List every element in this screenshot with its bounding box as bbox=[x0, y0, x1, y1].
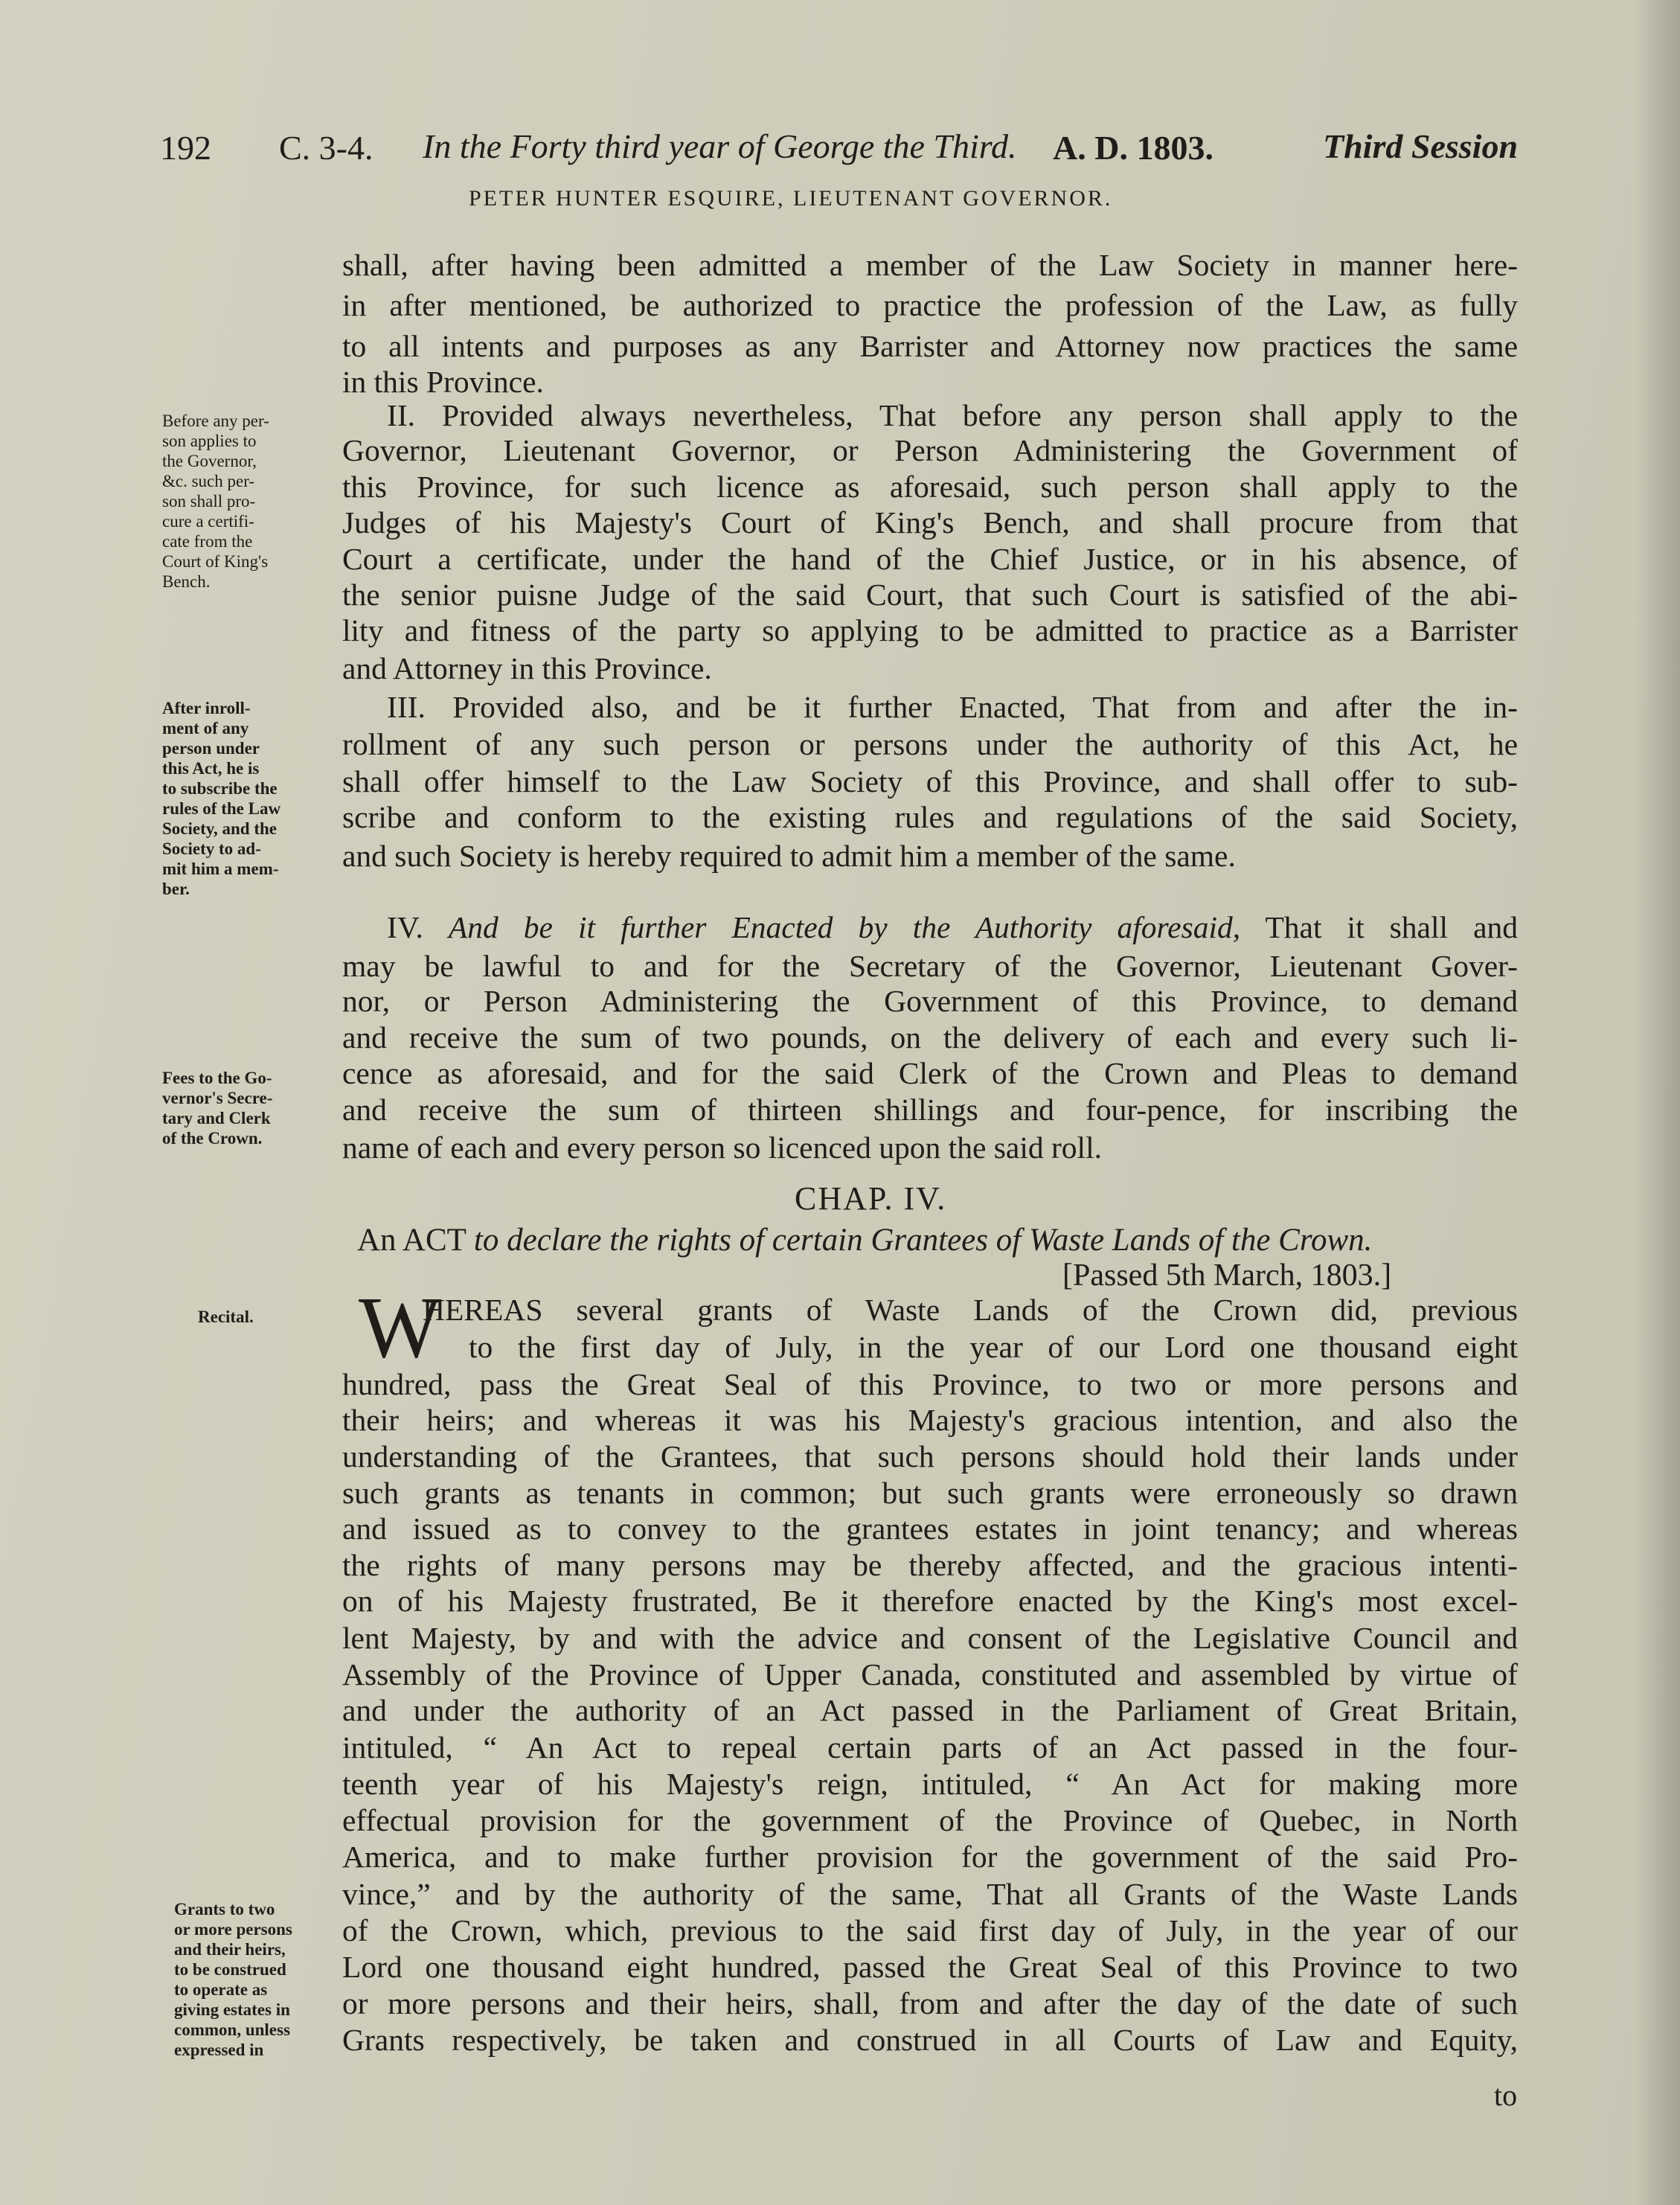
text-line: and such Society is hereby required to admit him a member of the same. bbox=[342, 839, 1236, 873]
text-line: HEREAS several grants of Waste Lands of the Crown did, previous bbox=[423, 1293, 1518, 1327]
side-note-line: the Governor, bbox=[162, 452, 257, 470]
text-line: Court a certificate, under the hand of the Chief Justice, or in his absence, of bbox=[342, 542, 1518, 576]
text-line: lent Majesty, by and with the advice and consent of the Legislative Council and bbox=[342, 1621, 1518, 1655]
side-note-line: son shall pro- bbox=[162, 492, 256, 511]
side-note-line: ment of any bbox=[162, 719, 249, 737]
text-line: and receive the sum of thirteen shillings and four-pence, for inscribing the bbox=[342, 1092, 1518, 1127]
text-line: of the Crown, which, previous to the said first day of July, in the year of our bbox=[342, 1913, 1518, 1948]
section-line-rest: That it shall and bbox=[1265, 910, 1518, 944]
text-line: and under the authority of an Act passed in the Parliament of Great Britain, bbox=[342, 1693, 1518, 1727]
drop-cap: W bbox=[359, 1278, 442, 1376]
act-title-prefix: An ACT bbox=[357, 1223, 467, 1258]
side-note-line: Recital. bbox=[198, 1308, 254, 1326]
side-note-line: this Act, he is bbox=[162, 759, 260, 778]
text-line: hundred, pass the Great Seal of this Province, to two or more persons and bbox=[342, 1367, 1518, 1401]
side-note-line: giving estates in bbox=[174, 2000, 290, 2019]
text-line: II. Provided always nevertheless, That before any person shall apply to the bbox=[387, 398, 1518, 432]
side-note-fees bbox=[162, 1068, 333, 1148]
text-line: scribe and conform to the existing rules and regulations of the said Society, bbox=[342, 800, 1518, 834]
text-line: shall offer himself to the Law Society of this Province, and shall offer to sub- bbox=[342, 764, 1518, 799]
text-line: Governor, Lieutenant Governor, or Person Administering the Government of bbox=[342, 433, 1518, 467]
side-note-line: of the Crown. bbox=[162, 1129, 263, 1148]
side-note-certificate bbox=[162, 411, 333, 592]
text-line: and Attorney in this Province. bbox=[342, 651, 712, 685]
side-note-line: rules of the Law bbox=[162, 799, 281, 818]
text-line: III. Provided also, and be it further Enacted, That from and after the in- bbox=[387, 690, 1518, 724]
text-line: to all intents and purposes as any Barrister and Attorney now practices the same bbox=[342, 329, 1518, 363]
text-line: Lord one thousand eight hundred, passed the Great Seal of this Province to two bbox=[342, 1950, 1518, 1984]
chapter-heading: CHAP. IV. bbox=[795, 1180, 947, 1217]
text-line: shall, after having been admitted a member of the Law Society in manner here- bbox=[342, 248, 1518, 282]
text-line: nor, or Person Administering the Government of this Province, to demand bbox=[342, 984, 1518, 1018]
side-note-line: tary and Clerk bbox=[162, 1109, 271, 1127]
side-note-line: Before any per- bbox=[162, 412, 269, 430]
side-note-line: Grants to two bbox=[174, 1900, 275, 1918]
page-gutter-shadow bbox=[1635, 0, 1680, 2205]
side-note-line: common, unless bbox=[174, 2020, 290, 2039]
text-line: on of his Majesty frustrated, Be it therefore enacted by the King's most excel- bbox=[342, 1584, 1518, 1618]
act-title-text: to declare the rights of certain Grantees of Waste Lands of the Crown. bbox=[473, 1223, 1373, 1258]
catchword: to bbox=[1494, 2078, 1518, 2112]
section-numeral: IV. bbox=[387, 910, 423, 944]
side-note-grants bbox=[174, 1899, 345, 2060]
text-line: this Province, for such licence as aforesaid, such person shall apply to the bbox=[342, 470, 1518, 504]
side-note-line: Society to ad- bbox=[162, 839, 261, 858]
text-line: rollment of any such person or persons under the authority of this Act, he bbox=[342, 727, 1518, 761]
side-note-line: Bench. bbox=[162, 572, 211, 591]
text-line: Grants respectively, be taken and construed in all Courts of Law and Equity, bbox=[342, 2023, 1518, 2057]
side-note-line: son applies to bbox=[162, 432, 257, 450]
side-note-line: Society, and the bbox=[162, 819, 277, 838]
text-line: in this Province. bbox=[342, 365, 544, 399]
side-note-line: Court of King's bbox=[162, 552, 269, 571]
running-subtitle: PETER HUNTER ESQUIRE, LIEUTENANT GOVERNOR. bbox=[469, 186, 1113, 211]
side-note-line: expressed in bbox=[174, 2041, 264, 2059]
side-note-line: person under bbox=[162, 739, 260, 758]
side-note-line: vernor's Secre- bbox=[162, 1089, 273, 1107]
text-line: the senior puisne Judge of the said Court, that such Court is satisfied of the abi- bbox=[342, 577, 1518, 612]
text-line: America, and to make further provision for the government of the said Pro- bbox=[342, 1840, 1518, 1874]
running-title: In the Forty third year of George the Third. bbox=[423, 127, 1017, 165]
text-line: their heirs; and whereas it was his Majesty's gracious intention, and also the bbox=[342, 1403, 1518, 1437]
side-note-line: &c. such per- bbox=[162, 472, 255, 490]
side-note-line: mit him a mem- bbox=[162, 860, 279, 878]
act-title bbox=[357, 1222, 1372, 1258]
text-line: such grants as tenants in common; but such grants were erroneously so drawn bbox=[342, 1476, 1518, 1510]
text-line: teenth year of his Majesty's reign, intituled, “ An Act for making more bbox=[342, 1767, 1518, 1801]
text-line: Judges of his Majesty's Court of King's Bench, and shall procure from that bbox=[342, 505, 1518, 540]
text-line: Assembly of the Province of Upper Canada, constituted and assembled by virtue of bbox=[342, 1657, 1518, 1692]
text-line: effectual provision for the government of the Province of Quebec, in North bbox=[342, 1803, 1518, 1837]
passed-date: [Passed 5th March, 1803.] bbox=[1062, 1258, 1392, 1293]
side-note-line: ber. bbox=[162, 880, 190, 898]
side-note-line: cure a certifi- bbox=[162, 512, 254, 531]
section-enacting-clause: And be it further Enacted by the Authority aforesaid, bbox=[448, 910, 1241, 944]
text-line: and receive the sum of two pounds, on the delivery of each and every such li- bbox=[342, 1020, 1518, 1055]
text-line: name of each and every person so licenced upon the said roll. bbox=[342, 1130, 1102, 1165]
text-line: intituled, “ An Act to repeal certain parts of an Act passed in the four- bbox=[342, 1730, 1518, 1764]
text-line: to the first day of July, in the year of our Lord one thousand eight bbox=[469, 1330, 1518, 1364]
side-note-line: and their heirs, bbox=[174, 1940, 286, 1959]
side-note-line: Fees to the Go- bbox=[162, 1069, 272, 1087]
running-session: Third Session bbox=[1323, 127, 1519, 165]
text-line: or more persons and their heirs, shall, from and after the day of the date of such bbox=[342, 1986, 1518, 2020]
side-note-line: After inroll- bbox=[162, 699, 251, 717]
side-note-inrollment bbox=[162, 698, 333, 899]
page-number: 192 bbox=[160, 129, 211, 167]
side-note-line: to be construed bbox=[174, 1960, 286, 1979]
text-line: may be lawful to and for the Secretary of the Governor, Lieutenant Gover- bbox=[342, 949, 1518, 983]
side-note-line: cate from the bbox=[162, 532, 253, 551]
text-line: the rights of many persons may be thereby affected, and the gracious intenti- bbox=[342, 1548, 1518, 1582]
text-line: lity and fitness of the party so applying to be admitted to practice as a Barrister bbox=[342, 613, 1518, 647]
side-note-line: or more persons bbox=[174, 1920, 292, 1939]
text-line: vince,” and by the authority of the same, That all Grants of the Waste Lands bbox=[342, 1877, 1518, 1911]
text-line bbox=[387, 912, 1518, 944]
side-note-line: to operate as bbox=[174, 1980, 268, 1999]
text-line: understanding of the Grantees, that such persons should hold their lands under bbox=[342, 1439, 1518, 1473]
side-note-line: to subscribe the bbox=[162, 779, 278, 798]
side-note-recital bbox=[198, 1307, 369, 1327]
text-line: in after mentioned, be authorized to practice the profession of the Law, as fully bbox=[342, 288, 1518, 322]
chapter-reference: C. 3-4. bbox=[279, 129, 373, 167]
running-year: A. D. 1803. bbox=[1053, 129, 1213, 167]
text-line: cence as aforesaid, and for the said Clerk of the Crown and Pleas to demand bbox=[342, 1056, 1518, 1090]
text-line: and issued as to convey to the grantees estates in joint tenancy; and whereas bbox=[342, 1511, 1518, 1546]
